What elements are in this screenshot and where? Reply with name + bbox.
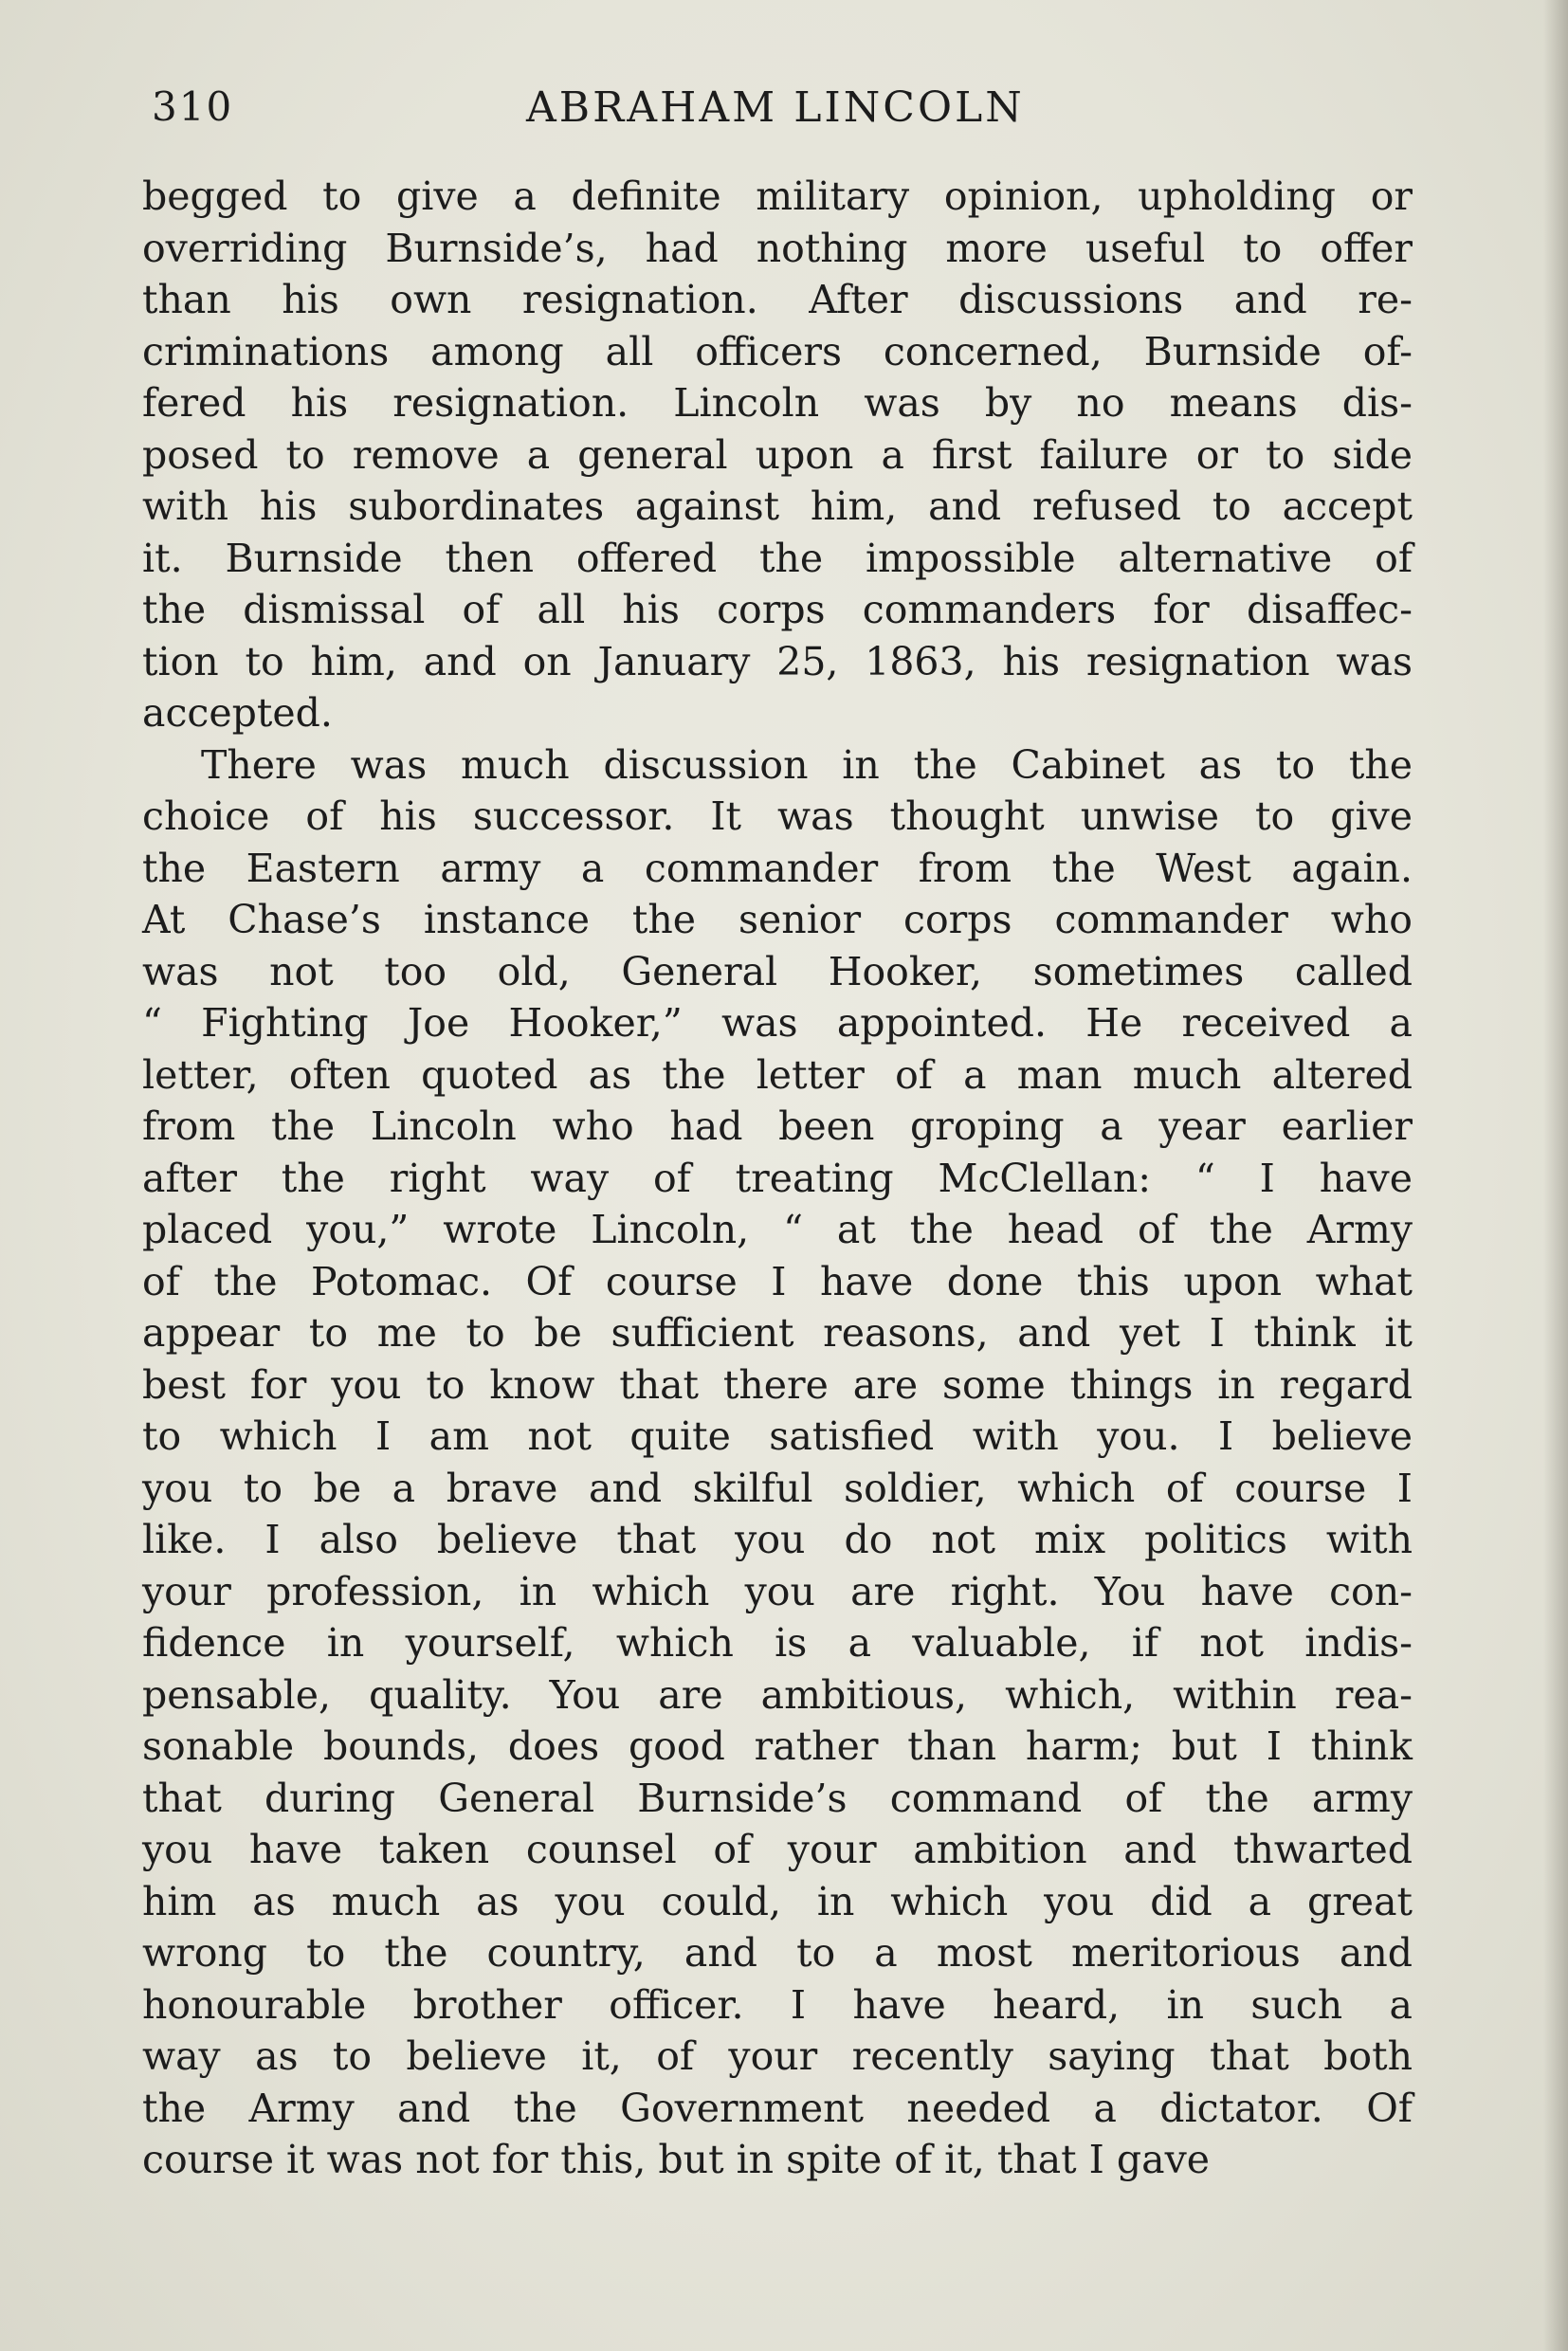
text-line: was not too old, General Hooker, sometimes called: [142, 948, 1413, 994]
text-line: choice of his successor. It was thought unwise to give: [142, 793, 1413, 839]
text-line: the Eastern army a commander from the West again.: [142, 845, 1413, 891]
text-line: wrong to the country, and to a most meritorious and: [142, 1930, 1413, 1976]
text-line: with his subordinates against him, and refused to accept: [142, 483, 1413, 529]
text-line: sonable bounds, does good rather than harm; but I think: [142, 1723, 1413, 1769]
text-line: to which I am not quite satisfied with you. I believe: [142, 1413, 1413, 1459]
text-line: course it was not for this, but in spite of it, that I gave: [142, 2137, 1211, 2182]
text-line: that during General Burnside’s command of the army: [142, 1775, 1413, 1821]
text-line: overriding Burnside’s, had nothing more useful to offer: [142, 225, 1413, 271]
text-line: pensable, quality. You are ambitious, which, within rea-: [142, 1671, 1413, 1718]
running-head: ABRAHAM LINCOLN: [526, 83, 1025, 132]
text-line: accepted.: [142, 690, 333, 736]
text-line: criminations among all officers concerned, Burnside of-: [142, 328, 1413, 374]
text-line: way as to believe it, of your recently saying that both: [142, 2033, 1413, 2079]
text-line: your profession, in which you are right. You have con-: [142, 1568, 1413, 1614]
page-header: [152, 83, 1413, 140]
text-line: fered his resignation. Lincoln was by no means dis-: [142, 380, 1413, 426]
text-line: There was much discussion in the Cabinet as to the: [201, 741, 1413, 788]
text-line: honourable brother officer. I have heard, in such a: [142, 1981, 1413, 2028]
text-line: of the Potomac. Of course I have done this upon what: [142, 1258, 1413, 1304]
text-line: than his own resignation. After discussions and re-: [142, 277, 1413, 322]
text-line: you to be a brave and skilful soldier, which of course I: [142, 1465, 1413, 1511]
text-line: you have taken counsel of your ambition and thwarted: [142, 1827, 1413, 1872]
page-number: 310: [152, 83, 234, 130]
text-line: “ Fighting Joe Hooker,” was appointed. He received a: [142, 1000, 1413, 1046]
text-line: from the Lincoln who had been groping a year earlier: [142, 1103, 1413, 1149]
text-line: posed to remove a general upon a first failure or to side: [142, 431, 1413, 478]
page-shadow-edge: [1543, 0, 1568, 2351]
text-line: it. Burnside then offered the impossible alternative of: [142, 535, 1413, 581]
text-line: appear to me to be sufficient reasons, and yet I think it: [142, 1310, 1413, 1356]
text-line: fidence in yourself, which is a valuable, if not indis-: [142, 1620, 1413, 1666]
text-line: begged to give a definite military opinion, upholding or: [142, 173, 1413, 219]
text-line: after the right way of treating McClellan: “ I have: [142, 1155, 1413, 1201]
text-line: letter, often quoted as the letter of a man much altered: [142, 1051, 1413, 1098]
text-line: him as much as you could, in which you did a great: [142, 1878, 1413, 1924]
text-line: At Chase’s instance the senior corps commander who: [142, 897, 1413, 942]
text-line: like. I also believe that you do not mix politics with: [142, 1517, 1413, 1562]
text-line: best for you to know that there are some things in regard: [142, 1361, 1413, 1408]
text-line: the Army and the Government needed a dictator. Of: [142, 2085, 1413, 2131]
body-text: [142, 171, 1413, 2186]
text-line: the dismissal of all his corps commanders for disaffec-: [142, 587, 1413, 632]
text-line: placed you,” wrote Lincoln, “ at the head of the Army: [142, 1207, 1413, 1252]
text-line: tion to him, and on January 25, 1863, his resignation was: [142, 638, 1413, 684]
